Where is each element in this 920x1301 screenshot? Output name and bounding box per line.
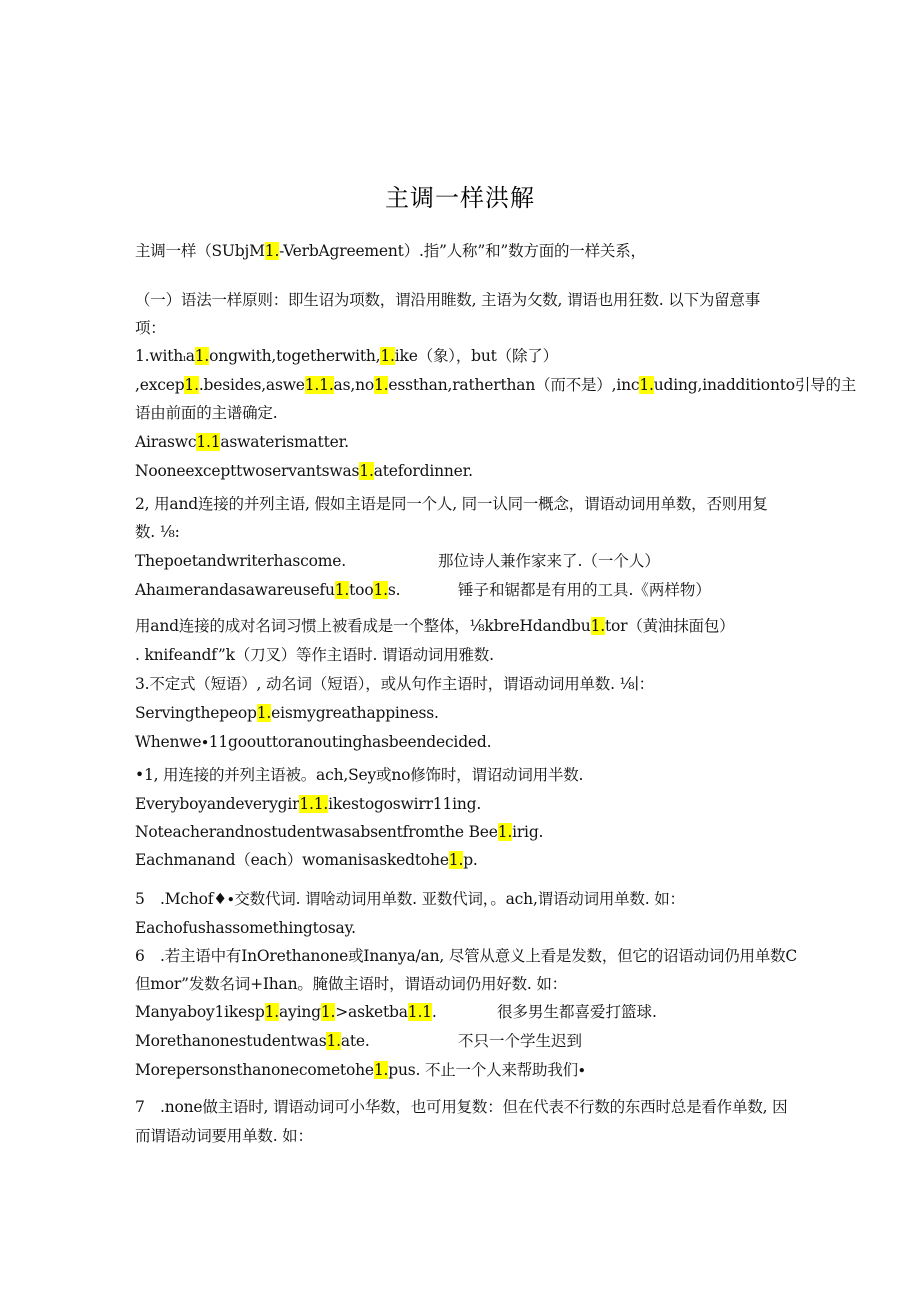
highlight-mark: 1. xyxy=(320,1003,336,1021)
example-3-translation: 那位诗人兼作家来了.（一个人） xyxy=(438,552,660,570)
rule-2-line-2: 数. ⅛: xyxy=(135,523,180,541)
rule-1-line-1: （一）语法一样原则：即生诏为项数，谓沿用睢数, 主语为攵数, 谓语也用狂数. 以下为留意事 xyxy=(135,291,761,309)
highlight-mark: 1. xyxy=(373,581,388,599)
highlight-mark: 1.1 xyxy=(196,433,221,451)
intro-line: 主调一样（SUbjM1.-VerbAgreement）.指”人称”和”数方面的一样关系， xyxy=(135,242,646,260)
rule-1-item-3: 语由前面的主谱确定. xyxy=(135,404,278,422)
highlight-mark: 1.1 xyxy=(407,1003,432,1021)
example-8: Noteacherandnostudentwasabsentfromthe Bee1.irig. xyxy=(135,823,544,841)
example-2: Nooneexcepttwoservantswas1.atefordinner. xyxy=(135,462,473,480)
rule-1-item-2: ,excep1..besides,aswe1.1.as,no1.essthan,ratherthan（而不是）,inc1.uding,inadditionto引导的主 xyxy=(135,376,857,394)
highlight-mark: 1.1. xyxy=(299,795,329,813)
highlight-mark: 1. xyxy=(590,617,605,635)
highlight-mark: 1. xyxy=(380,347,395,365)
example-11: Manyaboy1ikesp1.aying1.>asketba1.1. xyxy=(135,1003,437,1021)
highlight-mark: 1. xyxy=(264,242,280,260)
rule-2-line-1: 2, 用and连接的并列主语, 假如主语是同一个人, 同一认同一概念，谓语动词用单数，否则用复 xyxy=(135,495,768,513)
rule-6-line-2: 但mor”发数名词+Ihan。腌做主语时，谓语动词仍用好数. 如： xyxy=(135,975,567,993)
rule-1-line-2: 项： xyxy=(135,319,166,337)
example-1: Airaswc1.1aswaterismatter. xyxy=(135,433,349,451)
rule-7-line-1: 7 .none做主语时, 谓语动词可小华数，也可用复数：但在代表不行数的东西时总是看作单数, 因 xyxy=(135,1098,788,1116)
example-4-translation: 锤子和锯都是有用的工具.《两样物） xyxy=(458,581,711,599)
highlight-mark: 1. xyxy=(256,704,272,722)
example-10: Eachofushassomethingtosay. xyxy=(135,919,356,937)
example-5: Servingthepeop1.eismygreathappiness. xyxy=(135,704,439,722)
highlight-mark: 1. xyxy=(373,1061,389,1079)
example-3: Thepoetandwriterhascome. xyxy=(135,552,346,570)
highlight-mark: 1. xyxy=(184,376,199,394)
highlight-mark: 1. xyxy=(326,1032,341,1050)
example-12-translation: 不只一个学生迟到 xyxy=(458,1032,583,1050)
highlight-mark: 1. xyxy=(448,851,464,869)
rule-7-line-2: 而谓语动词要用单数. 如： xyxy=(135,1127,313,1145)
example-7: Everyboyandeverygir1.1.ikestogoswirr11ing. xyxy=(135,795,482,813)
rule-5-line: 5 .Mchof♦∙交数代词. 谓啥动词用单数. 亚数代词，。ach,谓语动词用单数. 如： xyxy=(135,890,685,908)
highlight-mark: 1. xyxy=(264,1003,279,1021)
rule-6-line-1: 6 .若主语中有InOrethanone或Inanya/an, 尽管从意义上看是发数，但它的诏语动词仍用单数C xyxy=(135,947,798,965)
page-title: 主调一样洪解 xyxy=(385,184,535,212)
example-6: Whenwe∙11goouttoranoutinghasbeendecided. xyxy=(135,733,492,751)
rule-2-line-4: . knifeandf”k（刀叉）等作主语时. 谓语动词用雅数. xyxy=(135,646,494,664)
rule-1-item-1: 1.withıa1.ongwith,togetherwith,1.ike（象），but（除了） xyxy=(135,347,558,365)
highlight-mark: 1. xyxy=(497,823,513,841)
rule-4-line: •1, 用连接的并列主语被。ach,Sey或no修饰时，谓诏动词用半数. xyxy=(135,766,584,784)
highlight-mark: 1. xyxy=(334,581,350,599)
example-4: Ahaımerandasawareusefu1.too1.s. xyxy=(135,581,401,599)
example-11-translation: 很多男生都喜爱打篮球. xyxy=(497,1003,657,1021)
highlight-mark: 1. xyxy=(359,462,374,480)
rule-2-line-3: 用and连接的成对名词习惯上被看成是一个整体，⅛kbreHdandbu1.tor（黄油抹面包） xyxy=(135,617,735,635)
example-13: Morepersonsthanonecometohe1.pus. 不止一个人来帮助我们∙ xyxy=(135,1061,586,1079)
example-9: Eachmanand（each）womanisaskedtohe1.p. xyxy=(135,851,478,869)
highlight-mark: 1. xyxy=(639,376,654,394)
rule-3-line: 3.不定式（短语）, 动名词（短语），或从句作主语时，谓语动词用单数. ⅛∣： xyxy=(135,675,654,693)
highlight-mark: 1. xyxy=(194,347,210,365)
example-12: Morethanonestudentwas1.ate. xyxy=(135,1032,370,1050)
highlight-mark: 1. xyxy=(373,376,389,394)
highlight-mark: 1.1. xyxy=(304,376,334,394)
